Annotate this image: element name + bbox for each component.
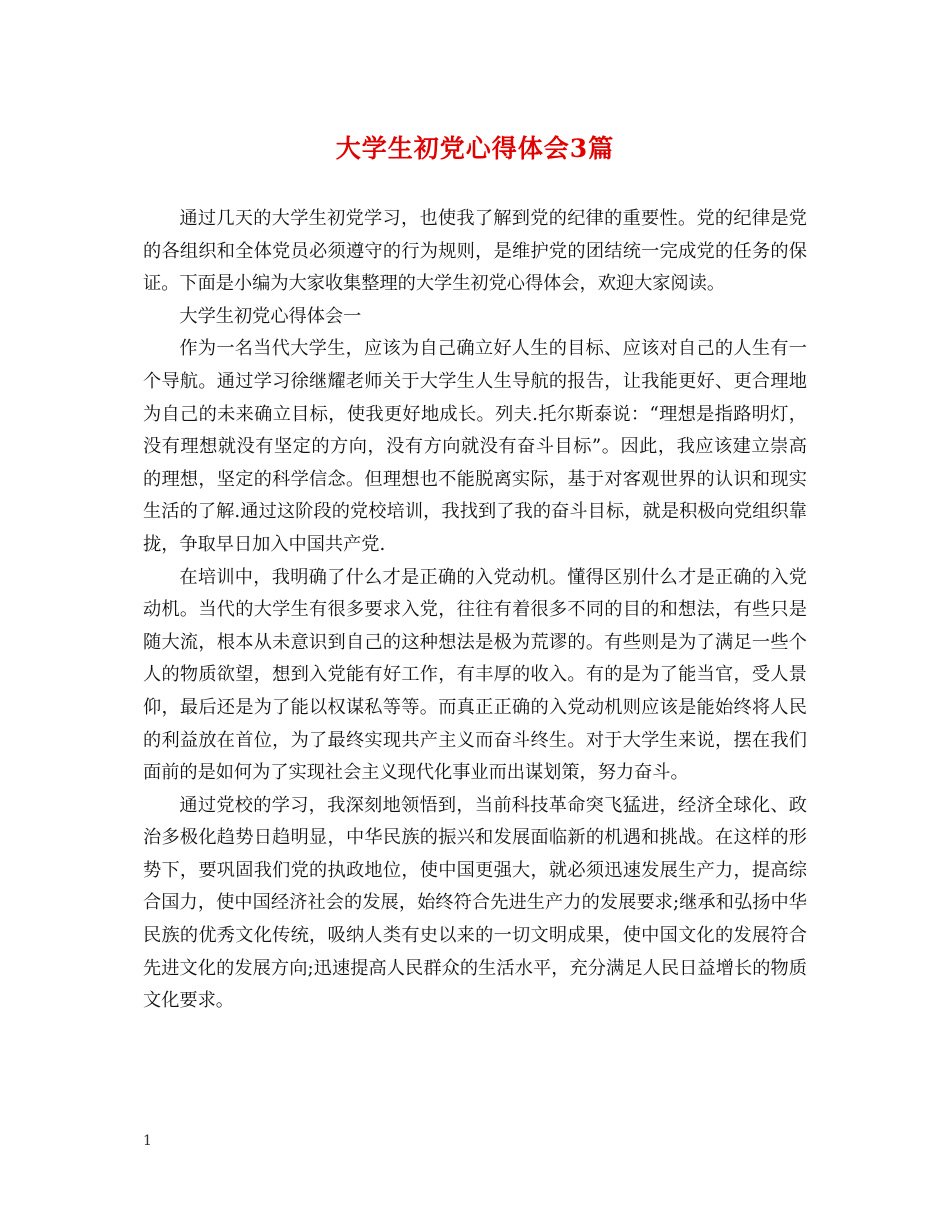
page-number: 1 [143, 1133, 152, 1149]
intro-paragraph: 通过几天的大学生初党学习，也使我了解到党的纪律的重要性。党的纪律是党的各组织和全体党员必须遵守的行为规则，是维护党的团结统一完成党的任务的保证。下面是小编为大家收集整理的大学生初党心得体会，欢迎大家阅读。 [143, 208, 807, 295]
body-paragraph: 在培训中，我明确了什么才是正确的入党动机。懂得区别什么才是正确的入党动机。当代的大学生有很多要求入党，往往有着很多不同的目的和想法，有些只是随大流，根本从未意识到自己的这种想法是极为荒谬的。有些则是为了满足一些个人的物质欲望，想到入党能有好工作，有丰厚的收入。有的是为了能当官，受人景仰，最后还是为了能以权谋私等等。而真正正确的入党动机则应该是能始终将人民的利益放在首位，为了最终实现共产主义而奋斗终生。对于大学生来说，摆在我们面前的是如何为了实现社会主义现代化事业而出谋划策，努力奋斗。 [143, 566, 807, 784]
document-body [143, 203, 807, 1018]
body-paragraph: 通过党校的学习，我深刻地领悟到，当前科技革命突飞猛进，经济全球化、政治多极化趋势日趋明显，中华民族的振兴和发展面临新的机遇和挑战。在这样的形势下，要巩固我们党的执政地位，使中国更强大，就必须迅速发展生产力，提高综合国力，使中国经济社会的发展，始终符合先进生产力的发展要求;继承和弘扬中华民族的优秀文化传统，吸纳人类有史以来的一切文明成果，使中国文化的发展符合先进文化的发展方向;迅速提高人民群众的生活水平，充分满足人民日益增长的物质文化要求。 [143, 794, 807, 1012]
body-paragraph: 作为一名当代大学生，应该为自己确立好人生的目标、应该对自己的人生有一个导航。通过学习徐继耀老师关于大学生人生导航的报告，让我能更好、更合理地为自己的未来确立目标，使我更好地成长。列夫.托尔斯泰说：“理想是指路明灯，没有理想就没有坚定的方向，没有方向就没有奋斗目标”。因此，我应该建立崇高的理想，坚定的科学信念。但理想也不能脱离实际，基于对客观世界的认识和现实生活的了解.通过这阶段的党校培训，我找到了我的奋斗目标，就是积极向党组织靠拢，争取早日加入中国共产党. [143, 338, 807, 555]
document-title: 大学生初党心得体会3篇 [335, 134, 615, 163]
section-heading: 大学生初党心得体会一 [179, 305, 362, 327]
